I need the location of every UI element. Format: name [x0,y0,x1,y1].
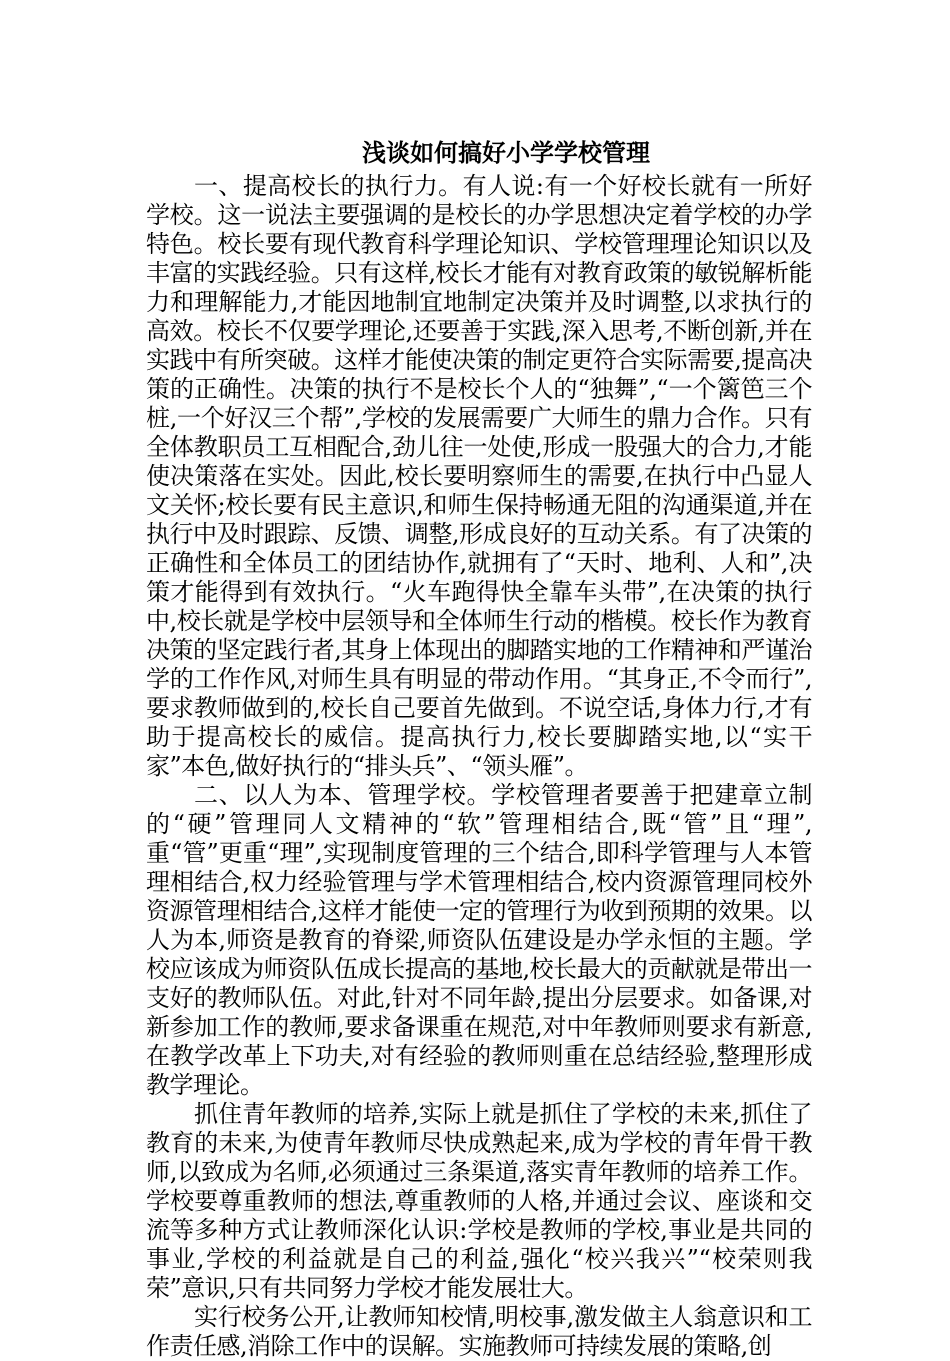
paragraph-principal-execution: 一、提高校长的执行力。有人说:有一个好校长就有一所好学校。这一说法主要强调的是校长的办学思想决定着学校的办学特色。校长要有现代教育科学理论知识、学校管理理论知识以及丰富的实践经验。只有这样,校长才能有对教育政策的敏锐解析能力和理解能力,才能因地制宜地制定决策并及时调整,以求执行的高效。校长不仅要学理论,还要善于实践,深入思考,不断创新,并在实践中有所突破。这样才能使决策的制定更符合实际需要,提高决策的正确性。决策的执行不是校长个人的“独舞”,“一个篱笆三个桩,一个好汉三个帮”,学校的发展需要广大师生的鼎力合作。只有全体教职员工互相配合,劲儿往一处使,形成一股强大的合力,才能使决策落在实处。因此,校长要明察师生的需要,在执行中凸显人文关怀;校长要有民主意识,和师生保持畅通无阻的沟通渠道,并在执行中及时跟踪、反馈、调整,形成良好的互动关系。有了决策的正确性和全体员工的团结协作,就拥有了“天时、地利、人和”,决策才能得到有效执行。“火车跑得快全靠车头带”,在决策的执行中,校长就是学校中层领导和全体师生行动的楷模。校长作为教育决策的坚定践行者,其身上体现出的脚踏实地的工作精神和严谨治学的工作作风,对师生具有明显的带动作用。“其身正,不令而行”,要求教师做到的,校长自己要首先做到。不说空话,身体力行,才有助于提高校长的威信。提高执行力,校长要脚踏实地,以“实干家”本色,做好执行的“排头兵”、“领头雁”。 [146,172,812,780]
paragraph-young-teachers: 抓住青年教师的培养,实际上就是抓住了学校的未来,抓住了教育的未来,为使青年教师尽快成熟起来,成为学校的青年骨干教师,以致成为名师,必须通过三条渠道,落实青年教师的培养工作。学校要尊重教师的想法,尊重教师的人格,并通过会议、座谈和交流等多种方式让教师深化认识:学校是教师的学校,事业是共同的事业,学校的利益就是自己的利益,强化“校兴我兴”“校荣则我荣”意识,只有共同努力学校才能发展壮大。 [146,1100,812,1302]
document-title: 浅谈如何搞好小学学校管理 [362,138,650,167]
paragraph-school-affairs: 实行校务公开,让教师知校情,明校事,激发做主人翁意识和工作责任感,消除工作中的误解。实施教师可持续发展的策略,创 [146,1303,812,1360]
paragraph-people-oriented: 二、以人为本、管理学校。学校管理者要善于把建章立制的“硬”管理同人文精神的“软”管理相结合,既“管”且“理”,重“管”更重“理”,实现制度管理的三个结合,即科学管理与人本管理相结合,权力经验管理与学术管理相结合,校内资源管理同校外资源管理相结合,这样才能使一定的管理行为收到预期的效果。以人为本,师资是教育的脊梁,师资队伍建设是办学永恒的主题。学校应该成为师资队伍成长提高的基地,校长最大的贡献就是带出一支好的教师队伍。对此,针对不同年龄,提出分层要求。如备课,对新参加工作的教师,要求备课重在规范,对中年教师则要求有新意,在教学改革上下功夫,对有经验的教师则重在总结经验,整理形成教学理论。 [146,781,812,1099]
document-body [146,134,812,1361]
